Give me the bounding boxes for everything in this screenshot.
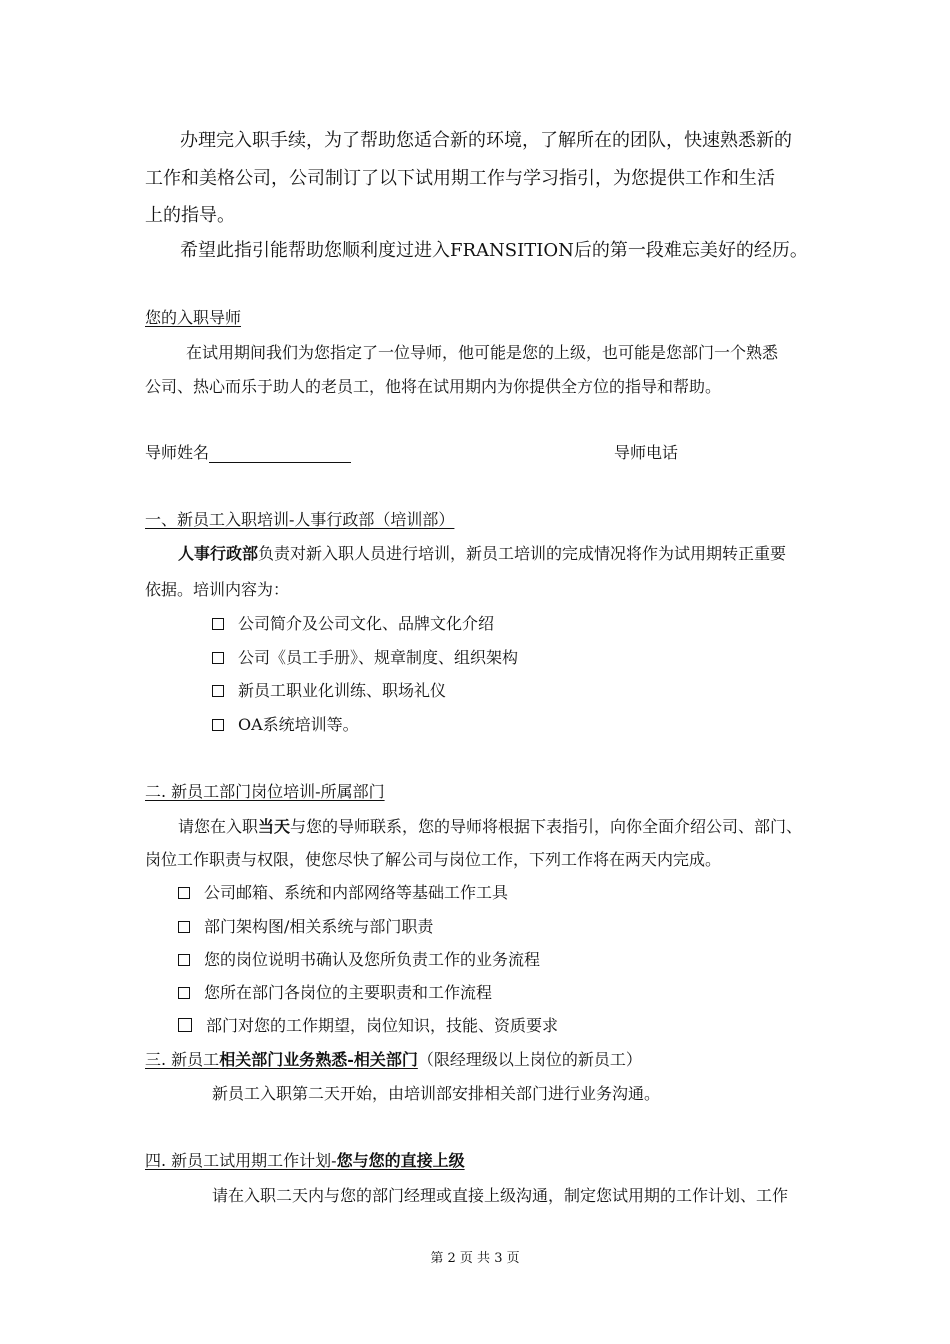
- checkbox[interactable]: [212, 719, 224, 731]
- section1-heading: 一、新员工入职培训-人事行政部（培训部）: [145, 510, 455, 529]
- section1-item-label: 公司简介及公司文化、品牌文化介绍: [238, 614, 495, 633]
- checkbox[interactable]: [212, 618, 224, 630]
- section3-heading-a: 三. 新员工: [145, 1050, 220, 1069]
- intro-line-3: 上的指导。: [145, 205, 235, 226]
- section2-line-1: [178, 814, 802, 837]
- page-footer: 第 2 页 共 3 页: [430, 1251, 520, 1266]
- section4-heading-a: 四. 新员工试用期工作计划-: [145, 1151, 337, 1170]
- section1-item: [212, 645, 518, 668]
- mentor-line-1: 在试用期间我们为您指定了一位导师，他可能是您的上级，也可能是您部门一个熟悉: [186, 343, 779, 362]
- mentor-name-label: 导师姓名: [145, 443, 210, 462]
- section3-heading-note: （限经理级以上岗位的新员工）: [417, 1050, 642, 1069]
- section2-line-2: 岗位工作职责与权限，使您尽快了解公司与岗位工作，下列工作将在两天内完成。: [145, 850, 722, 869]
- section4-heading: [145, 1148, 471, 1171]
- checkbox[interactable]: [178, 921, 190, 933]
- section4-heading-bold: 您与您的直接上级: [336, 1151, 465, 1170]
- section1-line-2: 依据。培训内容为：: [145, 580, 290, 599]
- section1-line-1-rest: 负责对新入职人员进行培训，新员工培训的完成情况将作为试用期转正重要: [258, 544, 787, 563]
- intro-line-1: 办理完入职手续，为了帮助您适合新的环境，了解所在的团队，快速熟悉新的: [180, 130, 792, 151]
- section2-line-1-a: 请您在入职: [178, 817, 259, 836]
- section2-line-1-bold: 当天: [258, 817, 291, 836]
- section2-line-1-b: 与您的导师联系，您的导师将根据下表指引，向你全面介绍公司、部门、: [290, 817, 803, 836]
- section4-line-1: 请在入职二天内与您的部门经理或直接上级沟通，制定您试用期的工作计划、工作: [212, 1186, 789, 1205]
- mentor-phone-label: 导师电话: [614, 443, 679, 462]
- section2-heading: 二. 新员工部门岗位培训-所属部门: [145, 782, 385, 801]
- mentor-heading: 您的入职导师: [145, 308, 242, 327]
- section1-item: [212, 712, 359, 735]
- section1-item-label: 新员工职业化训练、职场礼仪: [238, 681, 447, 700]
- section2-item: [178, 914, 433, 937]
- section1-item-label: 公司《员工手册》、规章制度、组织架构: [238, 648, 519, 667]
- section2-item-label: 公司邮箱、系统和内部网络等基础工作工具: [204, 883, 509, 902]
- checkbox[interactable]: [178, 954, 190, 966]
- section2-item-label: 部门架构图/相关系统与部门职责: [204, 917, 434, 936]
- section1-bold-lead: 人事行政部: [178, 544, 259, 563]
- section2-item-label: 您的岗位说明书确认及您所负责工作的业务流程: [204, 950, 541, 969]
- section3-heading-bold: 相关部门业务熟悉-相关部门: [219, 1050, 418, 1069]
- checkbox[interactable]: [178, 887, 190, 899]
- checkbox[interactable]: [178, 987, 190, 999]
- section3-line-1: 新员工入职第二天开始，由培训部安排相关部门进行业务沟通。: [212, 1084, 661, 1103]
- intro-line-4: 希望此指引能帮助您顺利度过进入FRANSITION后的第一段难忘美好的经历。: [180, 240, 808, 261]
- section1-item: [212, 678, 446, 701]
- section1-line-1: [178, 541, 786, 564]
- section1-item-label: OA系统培训等。: [238, 715, 359, 734]
- intro-line-2: 工作和美格公司，公司制订了以下试用期工作与学习指引，为您提供工作和生活: [145, 168, 775, 189]
- section1-item: [212, 611, 494, 634]
- section2-item: [178, 880, 508, 903]
- mentor-line-2: 公司、热心而乐于助人的老员工，他将在试用期内为你提供全方位的指导和帮助。: [145, 377, 722, 396]
- checkbox[interactable]: [178, 1018, 192, 1032]
- mentor-name-blank: [209, 446, 351, 463]
- section2-item: [178, 947, 540, 970]
- section2-item: [178, 1013, 558, 1036]
- checkbox[interactable]: [212, 685, 224, 697]
- checkbox[interactable]: [212, 652, 224, 664]
- section2-item-label: 您所在部门各岗位的主要职责和工作流程: [204, 983, 493, 1002]
- section2-item-label: 部门对您的工作期望，岗位知识，技能、资质要求: [206, 1016, 559, 1035]
- mentor-name-field: [145, 440, 351, 463]
- section2-item: [178, 980, 492, 1003]
- section3-heading: [145, 1047, 642, 1070]
